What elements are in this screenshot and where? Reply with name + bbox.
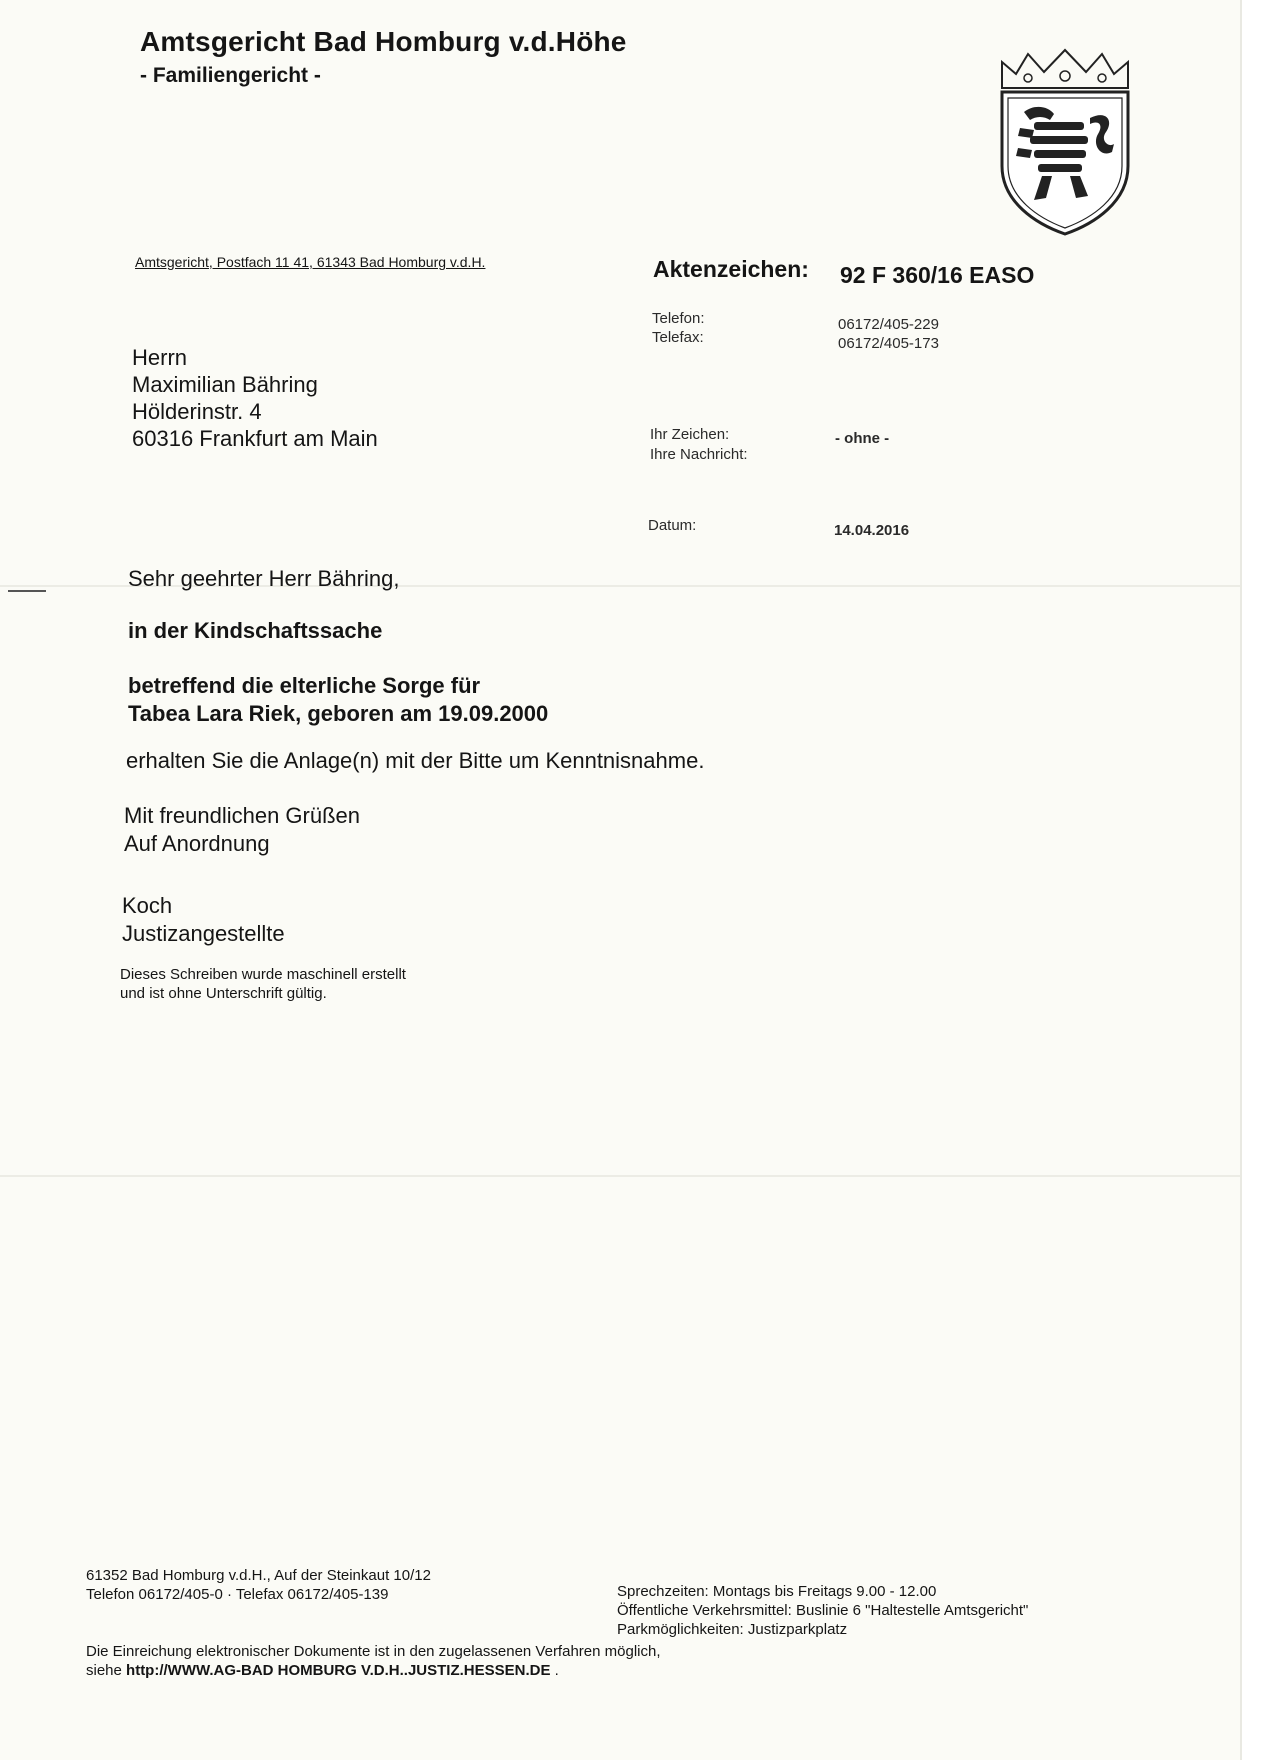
telefax-label: Telefax: xyxy=(652,329,704,346)
recipient-salutation: Herrn xyxy=(132,345,188,370)
court-name: Amtsgericht Bad Homburg v.d.Höhe xyxy=(140,26,627,57)
closing-line: Mit freundlichen Grüßen xyxy=(124,803,360,828)
aktenzeichen-label: Aktenzeichen: xyxy=(653,256,809,282)
subject-line: Tabea Lara Riek, geboren am 19.09.2000 xyxy=(128,701,549,726)
telefon-value: 06172/405-229 xyxy=(838,316,939,333)
note-line: und ist ohne Unterschrift gültig. xyxy=(120,985,327,1002)
court-subtitle: - Familiengericht - xyxy=(140,64,321,87)
footer-hours: Sprechzeiten: Montags bis Freitags 9.00 - 12.00 xyxy=(617,1583,937,1600)
hessen-lion-crest-icon xyxy=(994,48,1136,236)
footer-url-line xyxy=(86,1661,661,1680)
recipient-city: 60316 Frankfurt am Main xyxy=(132,426,378,451)
edge-mark xyxy=(8,590,46,592)
telefon-label: Telefon: xyxy=(652,310,705,327)
ihre-nachricht-label: Ihre Nachricht: xyxy=(650,446,748,463)
recipient-street: Hölderinstr. 4 xyxy=(132,399,262,424)
footer-see-prefix: siehe xyxy=(86,1662,122,1679)
datum-label: Datum: xyxy=(648,517,697,534)
footer-info xyxy=(617,1582,1028,1639)
footer-address-line: 61352 Bad Homburg v.d.H., Auf der Steinkaut 10/12 xyxy=(86,1567,431,1584)
recipient-address xyxy=(132,344,378,452)
closing-line: Auf Anordnung xyxy=(124,831,270,856)
letter-greeting: Sehr geehrter Herr Bähring, xyxy=(128,566,400,591)
footer-electronic-line: Die Einreichung elektronischer Dokumente ist in den zugelassenen Verfahren möglich, xyxy=(86,1643,661,1660)
footer-url-link[interactable]: http://WWW.AG-BAD HOMBURG V.D.H..JUSTIZ.HESSEN.DE xyxy=(126,1662,551,1679)
closing xyxy=(124,802,360,858)
aktenzeichen-value: 92 F 360/16 EASO xyxy=(840,262,1035,288)
signer-title: Justizangestellte xyxy=(122,921,285,946)
footer-parking: Parkmöglichkeiten: Justizparkplatz xyxy=(617,1621,848,1638)
case-line: in der Kindschaftssache xyxy=(128,618,383,643)
footer-address xyxy=(86,1566,431,1604)
machine-note xyxy=(120,965,406,1003)
signer-name: Koch xyxy=(122,893,173,918)
datum-value: 14.04.2016 xyxy=(834,522,910,539)
footer-electronic xyxy=(86,1642,661,1680)
fold-line xyxy=(0,1175,1240,1177)
ihr-zeichen-label: Ihr Zeichen: xyxy=(650,426,730,443)
subject-line: betreffend die elterliche Sorge für xyxy=(128,673,481,698)
letter-body: erhalten Sie die Anlage(n) mit der Bitte um Kenntnisnahme. xyxy=(126,748,705,773)
telefax-value: 06172/405-173 xyxy=(838,335,939,352)
footer-transit: Öffentliche Verkehrsmittel: Buslinie 6 "Haltestelle Amtsgericht" xyxy=(617,1602,1029,1619)
footer-phone-line: Telefon 06172/405-0 · Telefax 06172/405-139 xyxy=(86,1586,389,1603)
signer xyxy=(122,892,285,948)
footer-url-suffix: . xyxy=(554,1662,559,1679)
recipient-name: Maximilian Bähring xyxy=(132,372,318,397)
subject xyxy=(128,672,548,728)
return-address: Amtsgericht, Postfach 11 41, 61343 Bad Homburg v.d.H. xyxy=(135,254,486,270)
ihr-zeichen-value: - ohne - xyxy=(835,430,890,447)
note-line: Dieses Schreiben wurde maschinell erstellt xyxy=(120,966,406,983)
